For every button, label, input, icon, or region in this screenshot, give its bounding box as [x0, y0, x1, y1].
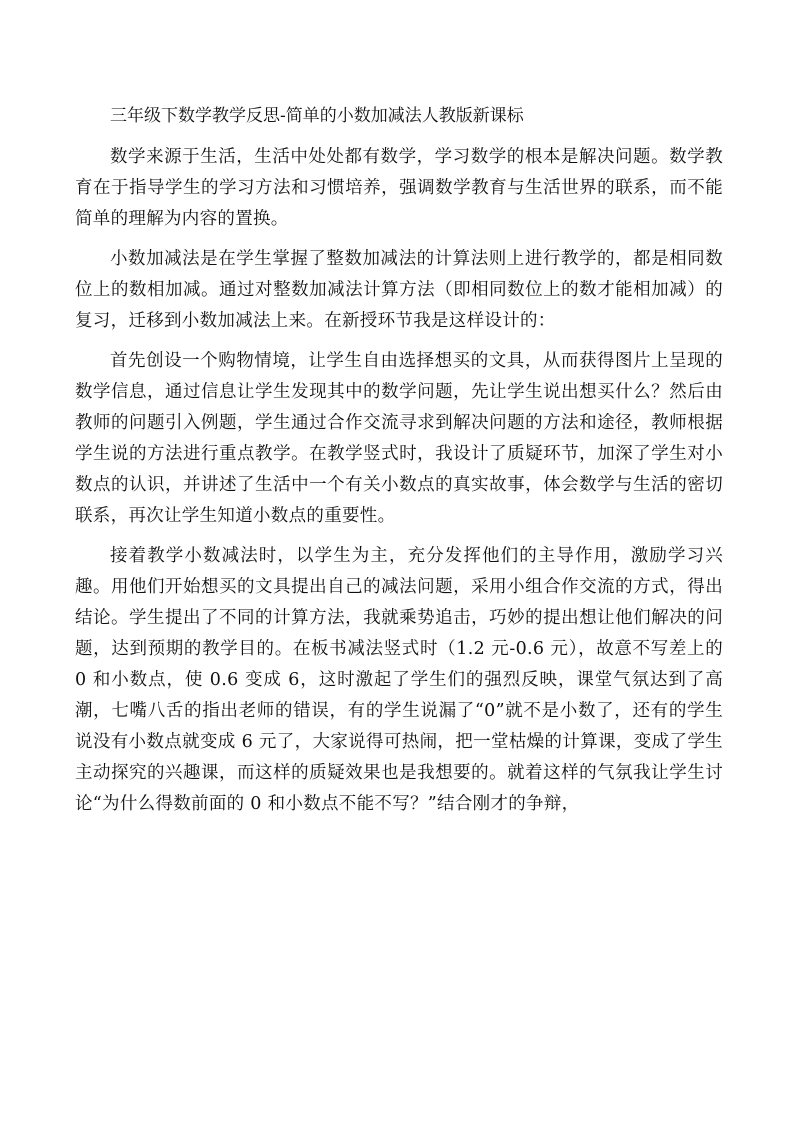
paragraph-3: 首先创设一个购物情境，让学生自由选择想买的文具，从而获得图片上呈现的数学信息，通过信息让学生发现其中的数学问题，先让学生说出想买什么？然后由教师的问题引入例题，学生通过合作交流寻求到解决问题的方法和途径，教师根据学生说的方法进行重点教学。在教学竖式时，我设计了质疑环节，加深了学生对小数点的认识，并讲述了生活中一个有关小数点的真实故事，体会数学与生活的密切联系，再次让学生知道小数点的重要性。	[75, 351, 723, 526]
paragraph-1: 数学来源于生活，生活中处处都有数学，学习数学的根本是解决问题。数学教育在于指导学生的学习方法和习惯培养，强调数学教育与生活世界的联系，而不能简单的理解为内容的置换。	[75, 147, 723, 229]
document-body	[75, 101, 723, 829]
paragraph-2: 小数加减法是在学生掌握了整数加减法的计算法则上进行教学的，都是相同数位上的数相加减。通过对整数加减法计算方法（即相同数位上的数才能相加减）的复习，迁移到小数加减法上来。在新授环节我是这样设计的：	[75, 249, 723, 331]
paragraph-4: 接着教学小数减法时，以学生为主，充分发挥他们的主导作用，激励学习兴趣。用他们开始想买的文具提出自己的减法问题，采用小组合作交流的方式，得出结论。学生提出了不同的计算方法，我就乘势追击，巧妙的提出想让他们解决的问题，达到预期的教学目的。在板书减法竖式时（1.2 元-0.6 元），故意不写差上的 0 和小数点，使 0.6 变成 6，这时激起了学生们的强烈反映，课堂气氛达到了高潮，七嘴八舌的指出老师的错误，有的学生说漏了“0”就不是小数了，还有的学生说没有小数点就变成 6 元了，大家说得可热闹，把一堂枯燥的计算课，变成了学生主动探究的兴趣课，而这样的质疑效果也是我想要的。就着这样的气氛我让学生讨论“为什么得数前面的 0 和小数点不能不写？”结合刚才的争辩，	[75, 546, 723, 814]
document-title: 三年级下数学教学反思-简单的小数加减法人教版新课标	[110, 106, 524, 126]
